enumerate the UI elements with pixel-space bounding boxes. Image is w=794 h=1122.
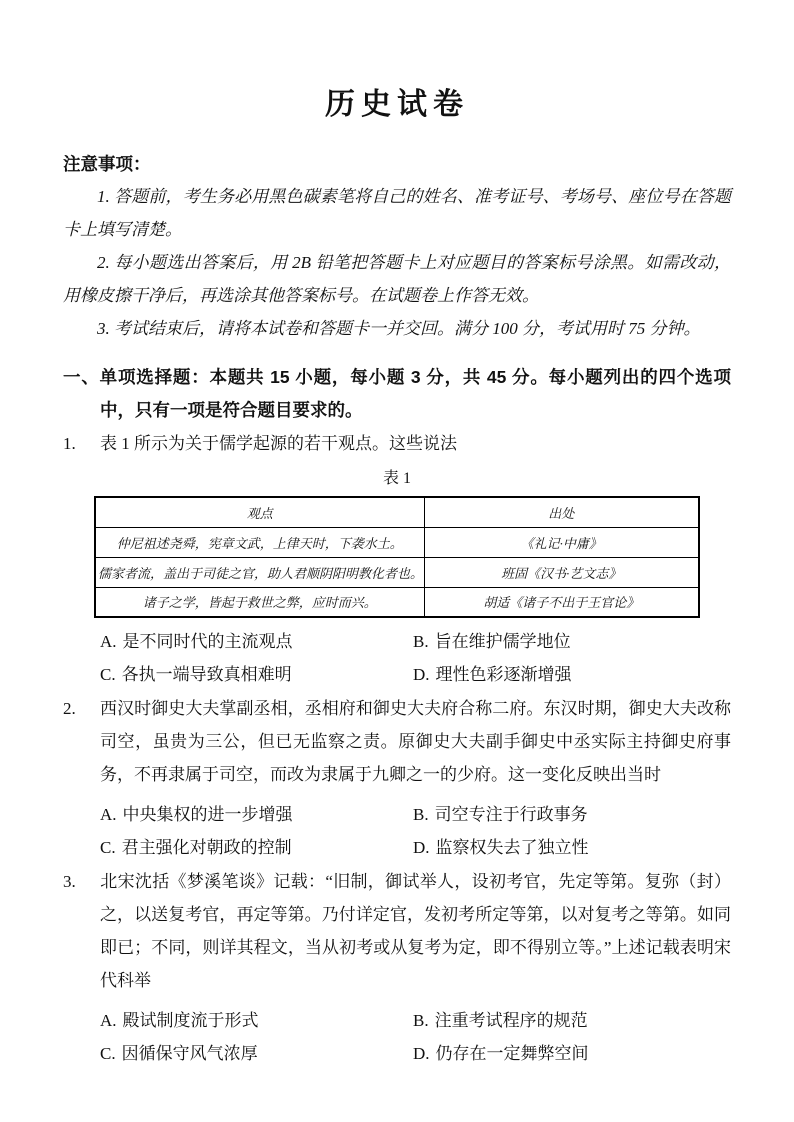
option-label: B.	[413, 632, 429, 651]
question-1-option-b	[413, 625, 731, 658]
question-2-options	[100, 798, 731, 864]
question-2-option-c	[100, 831, 413, 864]
question-1-option-d	[413, 658, 731, 691]
option-label: B.	[413, 1011, 429, 1030]
option-text: 是不同时代的主流观点	[122, 632, 293, 651]
notice-header: 注意事项：	[63, 154, 151, 174]
notice-item-1: 1. 答题前，考生务必用黑色碳素笔将自己的姓名、准考证号、考场号、座位号在答题卡上填写清楚。	[63, 187, 731, 239]
option-text: 理性色彩逐渐增强	[435, 665, 572, 684]
table-1-header-viewpoint: 观点	[95, 497, 424, 527]
question-2-number: 2.	[63, 699, 76, 718]
option-text: 注重考试程序的规范	[434, 1011, 588, 1030]
table-cell-viewpoint: 仲尼祖述尧舜，宪章文武，上律天时，下袭水土。	[95, 527, 424, 557]
question-1-option-c	[100, 658, 413, 691]
table-cell-viewpoint: 诸子之学，皆起于救世之弊，应时而兴。	[95, 587, 424, 617]
question-1-option-a	[100, 625, 413, 658]
option-label: C.	[100, 1044, 116, 1063]
question-1-number: 1.	[63, 434, 76, 453]
option-label: C.	[100, 665, 116, 684]
question-1-stem	[63, 427, 731, 460]
question-1	[63, 427, 731, 691]
question-3-number: 3.	[63, 872, 76, 891]
page-title: 历史试卷	[325, 88, 469, 121]
notice-section	[63, 152, 731, 345]
table-row	[95, 587, 699, 617]
table-1-header-source: 出处	[424, 497, 699, 527]
question-1-text: 表 1 所示为关于儒学起源的若干观点。这些说法	[100, 434, 457, 453]
option-label: D.	[413, 838, 430, 857]
question-2-option-b	[413, 798, 731, 831]
option-label: A.	[100, 805, 117, 824]
option-text: 各执一端导致真相难明	[121, 665, 292, 684]
table-1-caption: 表 1	[382, 470, 411, 487]
option-label: B.	[413, 805, 429, 824]
question-3-option-d	[413, 1037, 731, 1070]
question-3-options	[100, 1004, 731, 1070]
option-text: 君主强化对朝政的控制	[121, 838, 292, 857]
question-1-options	[100, 625, 731, 691]
question-2-option-a	[100, 798, 413, 831]
question-3-option-b	[413, 1004, 731, 1037]
option-text: 因循保守风气浓厚	[121, 1044, 258, 1063]
table-cell-viewpoint: 儒家者流，盖出于司徒之官，助人君顺阴阳明教化者也。	[95, 557, 424, 587]
notice-item-2: 2. 每小题选出答案后，用 2B 铅笔把答题卡上对应题目的答案标号涂黑。如需改动，用橡皮擦干净后，再选涂其他答案标号。在试题卷上作答无效。	[63, 253, 731, 305]
question-3-stem	[63, 865, 731, 997]
option-text: 仍存在一定舞弊空间	[435, 1044, 589, 1063]
table-cell-source: 班固《汉书·艺文志》	[424, 557, 699, 587]
option-text: 殿试制度流于形式	[122, 1011, 259, 1030]
section-heading: 一、单项选择题：本题共 15 小题，每小题 3 分，共 45 分。每小题列出的四个选项中，只有一项是符合题目要求的。	[63, 367, 731, 420]
option-text: 中央集权的进一步增强	[122, 805, 293, 824]
option-text: 司空专注于行政事务	[434, 805, 588, 824]
option-label: D.	[413, 1044, 430, 1063]
table-cell-source: 胡适《诸子不出于王官论》	[424, 587, 699, 617]
table-row	[95, 527, 699, 557]
option-label: A.	[100, 1011, 117, 1030]
question-3-text: 北宋沈括《梦溪笔谈》记载：“旧制，御试举人，设初考官，先定等第。复弥（封）之，以送复考官，再定等第。乃付详定官，发初考所定等第，以对复考之等第。如同即已；不同，则详其程文，当从初考或从复考为定，即不得别立等。”上述记载表明宋代科举	[100, 872, 731, 990]
question-3	[63, 865, 731, 1070]
option-label: C.	[100, 838, 116, 857]
option-label: D.	[413, 665, 430, 684]
table-1	[94, 496, 700, 618]
question-2-stem	[63, 692, 731, 791]
table-cell-source: 《礼记·中庸》	[424, 527, 699, 557]
table-row	[95, 557, 699, 587]
option-text: 监察权失去了独立性	[435, 838, 589, 857]
notice-item-3: 3. 考试结束后，请将本试卷和答题卡一并交回。满分 100 分，考试用时 75 分钟。	[97, 319, 701, 338]
option-text: 旨在维护儒学地位	[434, 632, 571, 651]
question-2	[63, 692, 731, 864]
option-label: A.	[100, 632, 117, 651]
question-2-text: 西汉时御史大夫掌副丞相，丞相府和御史大夫府合称二府。东汉时期，御史大夫改称司空，虽贵为三公，但已无监察之责。原御史大夫副手御史中丞实际主持御史府事务，不再隶属于司空，而改为隶属于九卿之一的少府。这一变化反映出当时	[100, 699, 731, 784]
table-1-header-row	[95, 497, 699, 527]
question-3-option-c	[100, 1037, 413, 1070]
question-2-option-d	[413, 831, 731, 864]
question-3-option-a	[100, 1004, 413, 1037]
